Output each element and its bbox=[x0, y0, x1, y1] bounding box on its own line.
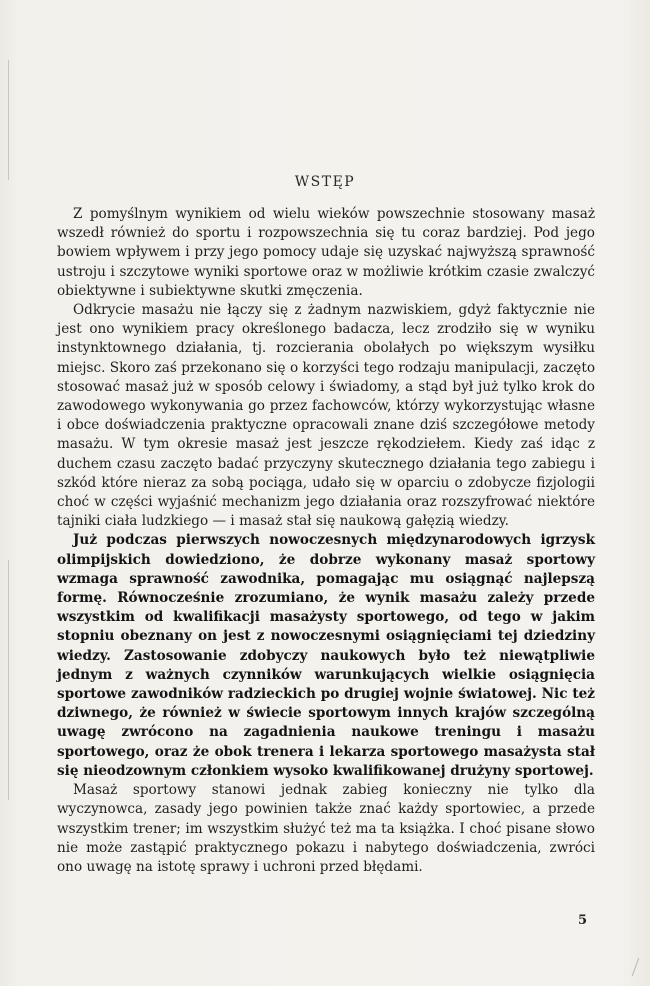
section-title: WSTĘP bbox=[294, 174, 356, 190]
paragraph-3: Już podczas pierwszych nowoczesnych międzynarodowych igrzysk olimpijskich dowiedziono, że dobrze wykonany masaż sportowy wzmaga sprawność zawodnika, pomagając mu osiągnąć najlepszą formę. Równocześnie zrozumiano, że wynik masażu zależy przede wszystkim od kwalifikacji masażysty sportowego, od tego w jakim stopniu obeznany on jest z nowoczesnymi osiągnięciami tej dziedziny wiedzy. Zastosowanie zdobyczy naukowych było też niewątpliwie jednym z ważnych czynników warunkujących wielkie osiągnięcia sportowe zawodników radzieckich po drugiej wojnie światowej. Nic też dziwnego, że również w świecie sportowym innych krajów szczególną uwagę zwrócono na zagadnienia naukowe treningu i masażu sportowego, oraz że obok trenera i lekarza sportowego masażysta stał się nieodzownym członkiem wysoko kwalifikowanej drużyny sportowej. bbox=[57, 532, 595, 779]
paragraph-4: Masaż sportowy stanowi jednak zabieg konieczny nie tylko dla wyczynowca, zasady jego powinien także znać każdy sportowiec, a przede wszystkim trener; im wszystkim służyć też ma ta książka. I choć pisane słowo nie może zastąpić praktycznego pokazu i nabytego doświadczenia, zwróci ono uwagę na istotę sprawy i uchroni przed błędami. bbox=[57, 782, 595, 875]
page-corner-mark bbox=[620, 958, 640, 976]
body-text bbox=[57, 205, 595, 877]
page-number: 5 bbox=[578, 913, 588, 928]
paragraph-1: Z pomyślnym wynikiem od wielu wieków powszechnie stosowany masaż wszedł również do sportu i rozpowszechnia się tu coraz bardziej. Pod jego bowiem wpływem i przy jego pomocy udaje się uzyskać najwyższą sprawność ustroju i szczytowe wyniki sportowe oraz w możliwie krótkim czasie zwalczyć obiektywne i subiektywne skutki zmęczenia. bbox=[57, 206, 595, 299]
page-edge-mark bbox=[8, 560, 9, 800]
page-edge-mark bbox=[8, 60, 9, 180]
paragraph-2: Odkrycie masażu nie łączy się z żadnym nazwiskiem, gdyż faktycznie nie jest ono wynikiem pracy określonego badacza, lecz zrodziło się w wyniku instynktownego działania, tj. rozcierania obolałych po większym wysiłku miejsc. Skoro zaś przekonano się o korzyści tego rodzaju manipulacji, zaczęto stosować masaż już w sposób celowy i świadomy, a stąd był już tylko krok do zawodowego wykonywania go przez fachowców, którzy wykorzystując własne i obce doświadczenia praktyczne opracowali znane dziś szczegółowe metody masażu. W tym okresie masaż jest jeszcze rękodziełem. Kiedy zaś idąc z duchem czasu zaczęto badać przyczyny skutecznego działania tego zabiegu i szkód które nieraz za sobą pociąga, udało się w oparciu o zdobycze fizjologii choć w części wyjaśnić mechanizm jego działania oraz rozszyfrować niektóre tajniki ciała ludzkiego — i masaż stał się naukową gałęzią wiedzy. bbox=[57, 302, 595, 530]
